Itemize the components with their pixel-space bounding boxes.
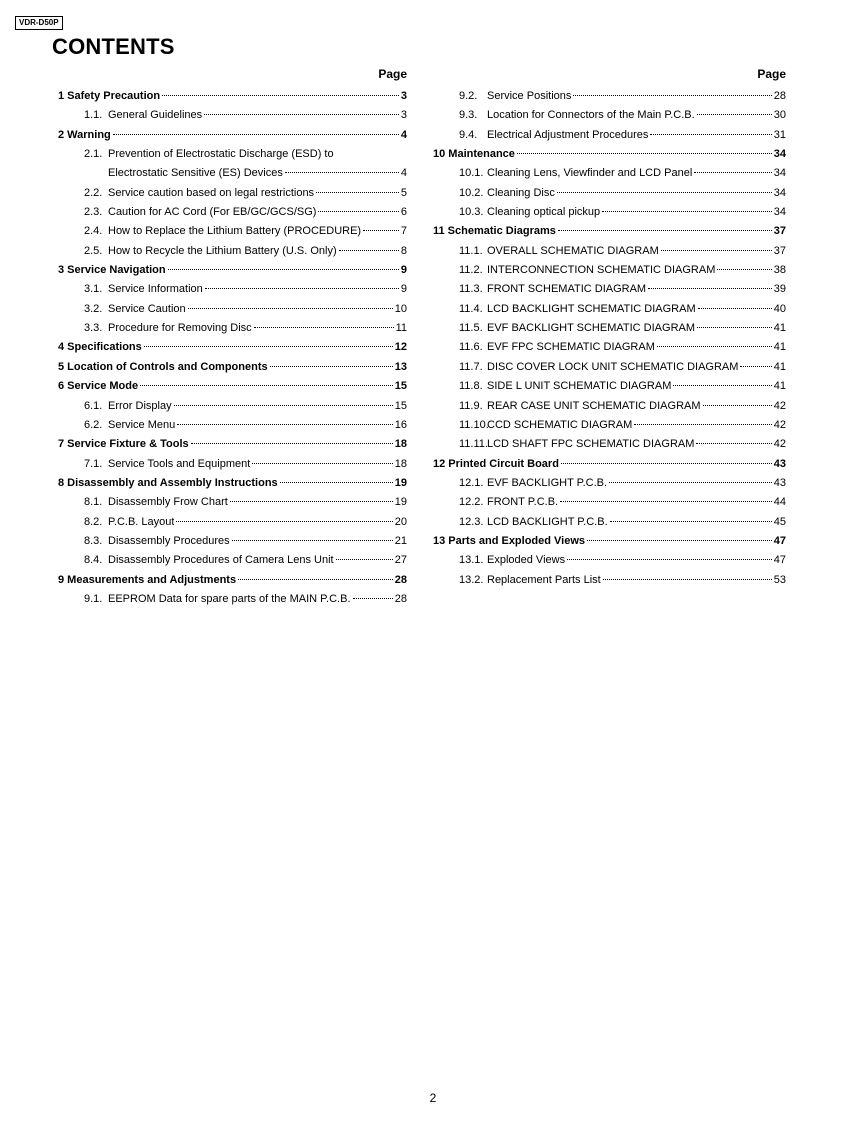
toc-dot-leader xyxy=(697,327,772,328)
toc-section-entry[interactable] xyxy=(58,242,407,261)
toc-page-number: 15 xyxy=(394,380,407,393)
toc-section-number: 2.5. xyxy=(84,244,103,257)
toc-entry-label: 2 Warning xyxy=(58,128,111,141)
toc-entry-label: Prevention of Electrostatic Discharge (ESD) to xyxy=(108,148,334,161)
toc-section-entry[interactable] xyxy=(58,203,407,222)
toc-page-number: 21 xyxy=(394,534,407,547)
toc-page-number: 7 xyxy=(400,225,407,238)
toc-entry-label: 1 Safety Precaution xyxy=(58,90,161,102)
toc-page-number: 16 xyxy=(394,418,407,431)
toc-entry-label: INTERCONNECTION SCHEMATIC DIAGRAM xyxy=(487,264,716,277)
page-column-heading: Page xyxy=(378,67,407,81)
toc-section-entry[interactable] xyxy=(58,397,407,416)
toc-page-number: 41 xyxy=(773,341,786,354)
toc-section-entry[interactable] xyxy=(433,126,786,145)
toc-section-number: 11.7. xyxy=(459,360,483,373)
toc-chapter-entry[interactable] xyxy=(433,145,786,164)
toc-entry-label: FRONT SCHEMATIC DIAGRAM xyxy=(487,283,647,296)
toc-section-entry[interactable] xyxy=(433,300,786,319)
toc-dot-leader xyxy=(558,230,772,231)
toc-page-number: 18 xyxy=(394,438,407,451)
toc-entry-label: EEPROM Data for spare parts of the MAIN P.C.B. xyxy=(108,592,351,605)
toc-entry-label: Caution for AC Cord (For EB/GC/GCS/SG) xyxy=(108,206,317,219)
toc-entry-label: 10 Maintenance xyxy=(433,148,515,161)
toc-chapter-entry[interactable] xyxy=(433,532,786,551)
toc-page-number: 30 xyxy=(773,109,786,122)
toc-dot-leader xyxy=(336,559,393,560)
toc-page-number: 28 xyxy=(394,592,407,605)
toc-section-number: 9.4. xyxy=(459,128,478,141)
toc-section-entry[interactable] xyxy=(58,319,407,338)
toc-dot-leader xyxy=(174,405,393,406)
toc-section-entry[interactable] xyxy=(433,416,786,435)
toc-entry-label: 11 Schematic Diagrams xyxy=(433,225,556,238)
toc-section-entry[interactable] xyxy=(58,145,407,164)
toc-page-number: 3 xyxy=(400,90,407,102)
toc-section-number: 10.2. xyxy=(459,186,484,199)
toc-dot-leader xyxy=(648,288,772,289)
toc-section-number: 2.4. xyxy=(84,225,103,238)
toc-dot-leader xyxy=(587,540,772,541)
toc-section-entry[interactable] xyxy=(433,435,786,454)
toc-chapter-entry[interactable] xyxy=(58,87,407,106)
toc-section-number: 2.2. xyxy=(84,186,103,199)
toc-entry-label: FRONT P.C.B. xyxy=(487,496,559,509)
toc-section-number: 1.1. xyxy=(84,109,103,122)
toc-page-number: 27 xyxy=(394,554,407,567)
toc-section-number: 8.4. xyxy=(84,554,103,567)
toc-page-number: 43 xyxy=(773,457,786,470)
toc-column-left xyxy=(58,65,407,609)
toc-dot-leader xyxy=(176,521,392,522)
toc-page-number: 4 xyxy=(400,167,407,180)
toc-dot-leader xyxy=(703,405,772,406)
toc-entry-label: SIDE L UNIT SCHEMATIC DIAGRAM xyxy=(487,380,672,393)
toc-section-number: 13.2. xyxy=(459,573,484,586)
toc-page-number: 42 xyxy=(773,438,786,451)
toc-section-entry[interactable] xyxy=(58,590,407,609)
toc-entry-label: Electrical Adjustment Procedures xyxy=(487,128,649,141)
toc-chapter-entry[interactable] xyxy=(58,338,407,357)
toc-page-number: 42 xyxy=(773,418,786,431)
toc-section-number: 6.1. xyxy=(84,399,103,412)
toc-section-entry[interactable] xyxy=(433,319,786,338)
toc-page-number: 31 xyxy=(773,128,786,141)
toc-dot-leader xyxy=(280,482,393,483)
toc-dot-leader xyxy=(698,308,772,309)
toc-dot-leader xyxy=(673,385,771,386)
toc-page-number: 41 xyxy=(773,322,786,335)
toc-page-number: 10 xyxy=(394,302,407,315)
toc-section-entry[interactable] xyxy=(433,551,786,570)
toc-section-number: 3.2. xyxy=(84,302,103,315)
toc-dot-leader xyxy=(561,463,772,464)
toc-page-number: 6 xyxy=(400,206,407,219)
toc-section-entry[interactable] xyxy=(433,164,786,183)
toc-page-number: 34 xyxy=(773,167,786,180)
toc-section-number: 2.3. xyxy=(84,206,103,219)
toc-chapter-entry[interactable] xyxy=(58,261,407,280)
toc-page-number: 5 xyxy=(400,186,407,199)
toc-section-entry[interactable] xyxy=(433,397,786,416)
toc-chapter-entry[interactable] xyxy=(433,455,786,474)
toc-section-entry[interactable] xyxy=(433,280,786,299)
toc-entry-label: Disassembly Procedures of Camera Lens Unit xyxy=(108,554,334,567)
toc-dot-leader xyxy=(717,269,771,270)
toc-entry-label: Replacement Parts List xyxy=(487,573,601,586)
toc-dot-leader xyxy=(560,501,772,502)
toc-section-entry[interactable] xyxy=(433,261,786,280)
toc-entry-label: 8 Disassembly and Assembly Instructions xyxy=(58,476,278,489)
toc-entry-label: Error Display xyxy=(108,399,172,412)
toc-section-entry[interactable] xyxy=(433,203,786,222)
toc-section-number: 9.1. xyxy=(84,592,103,605)
toc-page-number: 11 xyxy=(395,322,407,335)
toc-section-entry[interactable] xyxy=(58,416,407,435)
toc-list-right xyxy=(433,87,786,590)
toc-section-entry[interactable] xyxy=(433,242,786,261)
toc-chapter-entry[interactable] xyxy=(58,571,407,590)
toc-section-entry[interactable] xyxy=(58,493,407,512)
toc-section-entry[interactable] xyxy=(433,87,786,106)
toc-section-entry[interactable] xyxy=(58,551,407,570)
toc-entry-label: How to Replace the Lithium Battery (PROCEDURE) xyxy=(108,225,362,238)
toc-dot-leader xyxy=(316,192,399,193)
page-column-heading: Page xyxy=(757,67,786,81)
toc-section-entry[interactable] xyxy=(433,338,786,357)
toc-dot-leader xyxy=(177,424,392,425)
toc-section-entry[interactable] xyxy=(433,493,786,512)
toc-entry-label: EVF FPC SCHEMATIC DIAGRAM xyxy=(487,341,655,354)
toc-chapter-entry[interactable] xyxy=(433,222,786,241)
toc-section-entry[interactable] xyxy=(58,513,407,532)
toc-entry-label: 3 Service Navigation xyxy=(58,264,166,277)
toc-dot-leader xyxy=(661,250,772,251)
toc-section-number: 11.3. xyxy=(459,283,483,296)
toc-dot-leader xyxy=(188,308,393,309)
toc-entry-label: EVF BACKLIGHT SCHEMATIC DIAGRAM xyxy=(487,322,696,335)
toc-page-number: 19 xyxy=(394,476,407,489)
toc-page-number: 40 xyxy=(773,302,786,315)
toc-dot-leader xyxy=(573,95,771,96)
toc-dot-leader xyxy=(694,172,771,173)
model-tag: VDR-D50P xyxy=(15,16,63,30)
toc-entry-label: General Guidelines xyxy=(108,109,203,122)
toc-page-number: 47 xyxy=(773,534,786,547)
toc-dot-leader xyxy=(740,366,771,367)
toc-section-number: 11.1. xyxy=(459,244,483,257)
toc-section-number: 13.1. xyxy=(459,554,484,567)
toc-entry-label: OVERALL SCHEMATIC DIAGRAM xyxy=(487,244,659,257)
toc-section-entry[interactable] xyxy=(433,106,786,125)
toc-section-number: 12.3. xyxy=(459,515,484,528)
toc-entry-label: 5 Location of Controls and Components xyxy=(58,360,268,373)
toc-section-entry[interactable] xyxy=(433,474,786,493)
toc-section-number: 11.10. xyxy=(459,418,489,431)
toc-dot-leader xyxy=(238,579,393,580)
toc-dot-leader xyxy=(318,211,398,212)
toc-entry-label: 13 Parts and Exploded Views xyxy=(433,534,586,547)
toc-dot-leader xyxy=(517,153,772,154)
toc-page-number: 12 xyxy=(394,341,407,354)
toc-page-number: 37 xyxy=(773,225,786,238)
toc-entry-label: Disassembly Procedures xyxy=(108,534,230,547)
toc-section-entry[interactable] xyxy=(433,571,786,590)
toc-section-number: 11.8. xyxy=(459,380,483,393)
toc-section-number: 6.2. xyxy=(84,418,103,431)
toc-page-number: 47 xyxy=(773,554,786,567)
toc-entry-label: REAR CASE UNIT SCHEMATIC DIAGRAM xyxy=(487,399,701,412)
toc-entry-label: Cleaning optical pickup xyxy=(487,206,601,219)
toc-page-number: 37 xyxy=(773,244,786,257)
toc-column-right xyxy=(433,65,786,590)
toc-entry-label: How to Recycle the Lithium Battery (U.S. Only) xyxy=(108,244,337,257)
toc-entry-label: Cleaning Lens, Viewfinder and LCD Panel xyxy=(487,167,693,180)
toc-dot-leader xyxy=(650,134,771,135)
toc-entry-label: Service Information xyxy=(108,283,203,296)
toc-section-entry[interactable] xyxy=(58,300,407,319)
toc-entry-label: Service Positions xyxy=(487,90,572,102)
toc-dot-leader xyxy=(603,579,772,580)
toc-section-number: 11.6. xyxy=(459,341,483,354)
toc-entry-label: Location for Connectors of the Main P.C.B. xyxy=(487,109,695,122)
toc-entry-label: 4 Specifications xyxy=(58,341,142,354)
toc-entry-label: Service Tools and Equipment xyxy=(108,457,251,470)
toc-entry-label: LCD BACKLIGHT P.C.B. xyxy=(487,515,608,528)
toc-dot-leader xyxy=(254,327,394,328)
toc-section-entry[interactable] xyxy=(58,455,407,474)
toc-section-number: 8.2. xyxy=(84,515,103,528)
toc-entry-label: Service Caution xyxy=(108,302,186,315)
toc-entry-label: Service Menu xyxy=(108,418,176,431)
toc-page-number: 13 xyxy=(394,360,407,373)
toc-entry-label: 6 Service Mode xyxy=(58,380,139,393)
toc-section-entry[interactable] xyxy=(433,184,786,203)
toc-dot-leader xyxy=(191,443,393,444)
toc-section-entry[interactable] xyxy=(58,280,407,299)
toc-page-number: 9 xyxy=(400,264,407,277)
toc-section-number: 12.2. xyxy=(459,496,484,509)
toc-section-number: 2.1. xyxy=(84,148,103,161)
toc-chapter-entry[interactable] xyxy=(58,358,407,377)
toc-section-number: 11.4. xyxy=(459,302,483,315)
toc-entry-label: Procedure for Removing Disc xyxy=(108,322,252,335)
toc-section-number: 11.11. xyxy=(459,438,488,451)
toc-chapter-entry[interactable] xyxy=(58,474,407,493)
toc-entry-label: Disassembly Frow Chart xyxy=(108,496,228,509)
toc-section-number: 12.1. xyxy=(459,476,484,489)
toc-page-number: 34 xyxy=(773,148,786,161)
toc-entry-label: EVF BACKLIGHT P.C.B. xyxy=(487,476,608,489)
toc-dot-leader xyxy=(557,192,772,193)
toc-section-entry[interactable] xyxy=(58,184,407,203)
toc-section-number: 3.3. xyxy=(84,322,103,335)
toc-dot-leader xyxy=(285,172,399,173)
toc-list-left xyxy=(58,87,407,609)
toc-page-number: 28 xyxy=(773,90,786,102)
toc-section-entry[interactable] xyxy=(433,513,786,532)
toc-page-number: 34 xyxy=(773,186,786,199)
toc-page-number: 44 xyxy=(773,496,786,509)
toc-entry-label: CCD SCHEMATIC DIAGRAM xyxy=(487,418,633,431)
toc-entry-continuation[interactable] xyxy=(58,164,407,183)
toc-page-number: 8 xyxy=(400,244,407,257)
toc-entry-label: Electrostatic Sensitive (ES) Devices xyxy=(108,167,283,180)
toc-page-number: 45 xyxy=(773,515,786,528)
toc-section-number: 3.1. xyxy=(84,283,103,296)
toc-page-number: 20 xyxy=(394,515,407,528)
toc-entry-label: Exploded Views xyxy=(487,554,566,567)
toc-page-number: 41 xyxy=(773,380,786,393)
toc-section-entry[interactable] xyxy=(58,222,407,241)
toc-entry-label: DISC COVER LOCK UNIT SCHEMATIC DIAGRAM xyxy=(487,360,739,373)
toc-section-entry[interactable] xyxy=(433,358,786,377)
toc-section-number: 8.3. xyxy=(84,534,103,547)
toc-dot-leader xyxy=(162,95,399,96)
toc-page-number: 28 xyxy=(394,573,407,586)
toc-entry-label: Cleaning Disc xyxy=(487,186,555,199)
toc-entry-label: LCD SHAFT FPC SCHEMATIC DIAGRAM xyxy=(487,438,695,451)
page-title: CONTENTS xyxy=(52,34,175,59)
toc-page-number: 19 xyxy=(394,496,407,509)
toc-dot-leader xyxy=(270,366,393,367)
toc-page-number: 43 xyxy=(773,476,786,489)
toc-page-number: 53 xyxy=(773,573,786,586)
toc-dot-leader xyxy=(697,114,772,115)
toc-chapter-entry[interactable] xyxy=(58,435,407,454)
toc-chapter-entry[interactable] xyxy=(58,377,407,396)
toc-dot-leader xyxy=(113,134,399,135)
toc-section-entry[interactable] xyxy=(433,377,786,396)
toc-entry-label: LCD BACKLIGHT SCHEMATIC DIAGRAM xyxy=(487,302,696,315)
toc-entry-label: P.C.B. Layout xyxy=(108,515,175,528)
toc-page-number: 41 xyxy=(773,360,786,373)
toc-dot-leader xyxy=(144,346,393,347)
toc-page-number: 18 xyxy=(394,457,407,470)
toc-page-number: 42 xyxy=(773,399,786,412)
page-number: 2 xyxy=(429,1091,437,1105)
toc-dot-leader xyxy=(602,211,772,212)
toc-page-number: 9 xyxy=(400,283,407,296)
toc-dot-leader xyxy=(634,424,772,425)
toc-section-entry[interactable] xyxy=(58,106,407,125)
toc-section-number: 9.3. xyxy=(459,109,478,122)
toc-dot-leader xyxy=(567,559,772,560)
toc-dot-leader xyxy=(140,385,393,386)
toc-dot-leader xyxy=(609,482,772,483)
toc-page-number: 38 xyxy=(773,264,786,277)
toc-dot-leader xyxy=(252,463,392,464)
toc-chapter-entry[interactable] xyxy=(58,126,407,145)
toc-entry-label: 12 Printed Circuit Board xyxy=(433,457,559,470)
toc-section-number: 11.9. xyxy=(459,399,483,412)
toc-section-number: 10.1. xyxy=(459,167,484,180)
toc-section-number: 8.1. xyxy=(84,496,103,509)
toc-section-number: 10.3. xyxy=(459,206,484,219)
toc-dot-leader xyxy=(204,114,399,115)
toc-entry-label: 9 Measurements and Adjustments xyxy=(58,573,237,586)
toc-entry-label: Service caution based on legal restrictions xyxy=(108,186,315,199)
toc-page-number: 15 xyxy=(394,399,407,412)
toc-dot-leader xyxy=(353,598,393,599)
toc-page-number: 39 xyxy=(773,283,786,296)
toc-section-number: 11.5. xyxy=(459,322,483,335)
toc-dot-leader xyxy=(232,540,393,541)
toc-dot-leader xyxy=(168,269,399,270)
toc-dot-leader xyxy=(339,250,399,251)
toc-dot-leader xyxy=(363,230,399,231)
toc-page-number: 4 xyxy=(400,128,407,141)
toc-dot-leader xyxy=(657,346,772,347)
toc-section-number: 11.2. xyxy=(459,264,483,277)
toc-dot-leader xyxy=(610,521,772,522)
toc-section-number: 9.2. xyxy=(459,90,478,102)
toc-dot-leader xyxy=(205,288,399,289)
toc-page-number: 34 xyxy=(773,206,786,219)
toc-dot-leader xyxy=(696,443,771,444)
toc-entry-label: 7 Service Fixture & Tools xyxy=(58,438,189,451)
toc-page-number: 3 xyxy=(400,109,407,122)
toc-dot-leader xyxy=(230,501,393,502)
toc-section-entry[interactable] xyxy=(58,532,407,551)
toc-section-number: 7.1. xyxy=(84,457,103,470)
